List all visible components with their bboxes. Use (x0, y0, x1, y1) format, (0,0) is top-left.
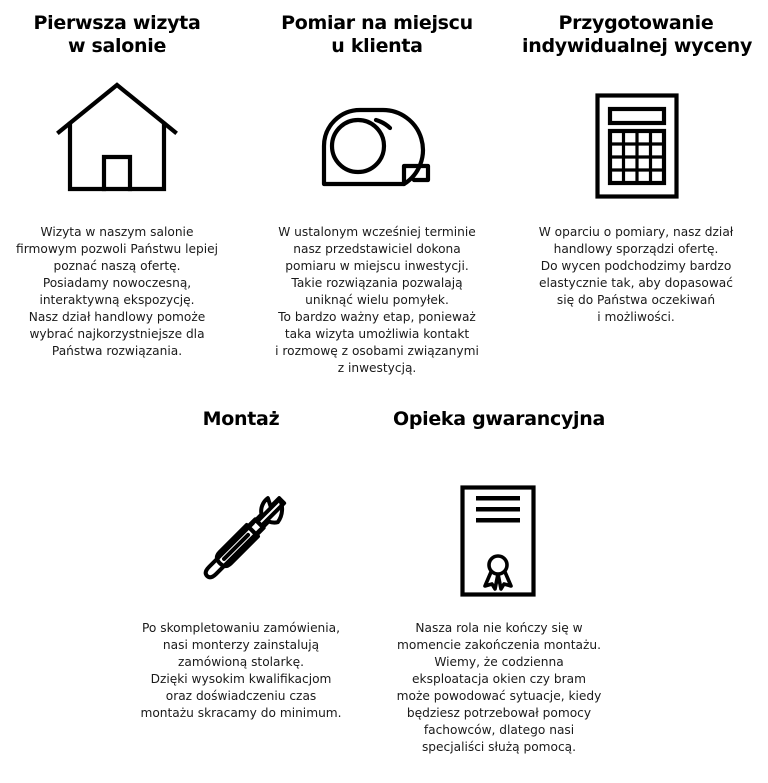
description-line: handlowy sporządzi ofertę. (553, 242, 719, 256)
step-description (0, 224, 234, 360)
step-title (0, 12, 234, 58)
description-line: Nasz dział handlowy pomoże (28, 310, 206, 324)
description-line: nasi monterzy zainstalują (162, 638, 320, 652)
description-line: Po skompletowaniu zamówienia, (141, 621, 341, 635)
certificate-icon (460, 485, 536, 597)
step-description (128, 620, 354, 722)
step-measurement (264, 12, 490, 382)
description-line: uniknąć wielu pomyłek. (305, 293, 449, 307)
description-line: i rozmowę z osobami związanymi (275, 344, 479, 358)
description-line: pomiaru w miejscu inwestycji. (285, 259, 469, 273)
description-line: Takie rozwiązania pozwalają (291, 276, 463, 290)
description-line: wybrać najkorzystniejsze dla (29, 327, 205, 341)
description-line: z inwestycją. (337, 361, 417, 375)
wrench-screwdriver-icon (192, 494, 290, 590)
step-title-line: u klienta (331, 35, 423, 57)
step-title-line: w salonie (67, 35, 167, 57)
description-line: W oparciu o pomiary, nasz dział (538, 225, 734, 239)
description-line: oraz doświadczeniu czas (165, 689, 317, 703)
description-line: fachowców, dlatego nasi (423, 723, 575, 737)
step-title-line: Opieka gwarancyjna (392, 408, 606, 430)
description-line: Nasza rola nie kończy się w (415, 621, 583, 635)
description-line: montażu skracamy do minimum. (140, 706, 342, 720)
step-description (386, 620, 612, 756)
description-line: i możliwości. (597, 310, 675, 324)
step-title (522, 12, 753, 58)
house-icon (56, 82, 180, 194)
step-installation (128, 408, 354, 728)
step-title-line: indywidualnej wyceny (522, 35, 753, 57)
step-title-line: Montaż (202, 408, 280, 430)
description-line: nasz przedstawiciel dokona (293, 242, 461, 256)
description-line: To bardzo ważny etap, ponieważ (278, 310, 476, 324)
description-line: zamówioną stolarkę. (178, 655, 304, 669)
step-title-line: Pomiar na miejscu (281, 12, 473, 34)
description-line: Państwa rozwiązania. (51, 344, 183, 358)
step-title (128, 408, 354, 431)
step-title-line: Przygotowanie (558, 12, 714, 34)
step-first-visit (0, 12, 234, 362)
step-quote (522, 12, 753, 342)
step-title (264, 12, 490, 58)
description-line: się do Państwa oczekiwań (556, 293, 716, 307)
description-line: Dzięki wysokim kwalifikacjom (150, 672, 332, 686)
description-line: może powodować sytuacje, kiedy (396, 689, 602, 703)
description-line: Wizyta w naszym salonie (40, 225, 194, 239)
step-title (386, 408, 612, 431)
description-line: Do wycen podchodzimy bardzo (540, 259, 732, 273)
step-title-line: Pierwsza wizyta (33, 12, 201, 34)
description-line: interaktywną ekspozycję. (39, 293, 195, 307)
step-warranty (386, 408, 612, 768)
step-description (522, 224, 750, 326)
description-line: Posiadamy nowoczesną, (42, 276, 192, 290)
description-line: będziesz potrzebował pomocy (406, 706, 592, 720)
description-line: taka wizyta umożliwia kontakt (284, 327, 470, 341)
description-line: momencie zakończenia montażu. (397, 638, 601, 652)
description-line: eksploatacja okien czy bram (412, 672, 586, 686)
description-line: elastycznie tak, aby dopasować (539, 276, 733, 290)
description-line: poznać naszą ofertę. (53, 259, 181, 273)
description-line: specjaliści służą pomocą. (421, 740, 577, 754)
tape-measure-icon (318, 106, 436, 194)
description-line: Wiemy, że codzienna (434, 655, 564, 669)
description-line: W ustalonym wcześniej terminie (278, 225, 476, 239)
step-description (264, 224, 490, 377)
description-line: firmowym pozwoli Państwu lepiej (16, 242, 218, 256)
calculator-icon (595, 93, 679, 199)
